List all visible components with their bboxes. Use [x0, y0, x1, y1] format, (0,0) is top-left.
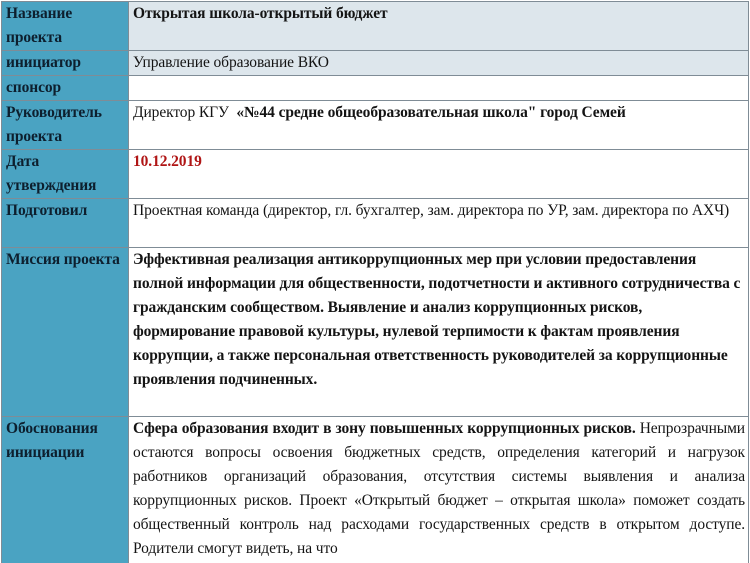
row-approval-date	[2, 150, 749, 199]
label-initiation-basis: Обоснования инициации	[2, 417, 129, 563]
row-initiation-basis	[2, 417, 749, 563]
value-approval-date: 10.12.2019	[129, 150, 749, 199]
initiation-basis-text: Непрозрачными остаются вопросы освоения бюджетных средств, определения категорий и нагрузок работников организаций образования, отсутствия системы выявления и анализа коррупционных рисков. Проект «Открытый бюджет – открытая школа» поможет создать общественный контроль над расходами государственных средств в открытом доступе. Родители смогут видеть, на что	[133, 420, 745, 557]
value-initiator: Управление образование ВКО	[129, 51, 749, 76]
row-initiator	[2, 51, 749, 76]
value-sponsor	[129, 76, 749, 101]
row-prepared-by	[2, 199, 749, 248]
row-project-title	[2, 2, 749, 51]
row-project-mission	[2, 248, 749, 417]
project-passport-table	[1, 1, 749, 563]
label-prepared-by: Подготовил	[2, 199, 129, 248]
row-project-lead	[2, 101, 749, 150]
value-project-title: Открытая школа-открытый бюджет	[129, 2, 749, 51]
project-lead-school: «№44 средне общеобразовательная школа" город Семей	[236, 104, 626, 121]
row-sponsor	[2, 76, 749, 101]
label-sponsor: спонсор	[2, 76, 129, 101]
label-project-lead: Руководитель проекта	[2, 101, 129, 150]
value-project-lead	[129, 101, 749, 150]
value-project-mission: Эффективная реализация антикоррупционных мер при условии предоставления полной информации для общественности, подотчетности и активного сотрудничества с гражданским сообществом. Выявление и анализ коррупционных рисков, формирование правовой культуры, нулевой терпимости к фактам проявления коррупции, а также персональная ответственность руководителей за коррупционные проявления подчиненных.	[129, 248, 749, 417]
label-initiator: инициатор	[2, 51, 129, 76]
value-initiation-basis	[129, 417, 749, 563]
label-approval-date: Дата утверждения	[2, 150, 129, 199]
initiation-basis-lead: Сфера образования входит в зону повышенных коррупционных рисков.	[133, 420, 636, 437]
value-prepared-by: Проектная команда (директор, гл. бухгалтер, зам. директора по УР, зам. директора по АХЧ)	[129, 199, 749, 248]
project-lead-prefix: Директор КГУ	[133, 104, 237, 121]
label-project-mission: Миссия проекта	[2, 248, 129, 417]
label-project-title: Название проекта	[2, 2, 129, 51]
